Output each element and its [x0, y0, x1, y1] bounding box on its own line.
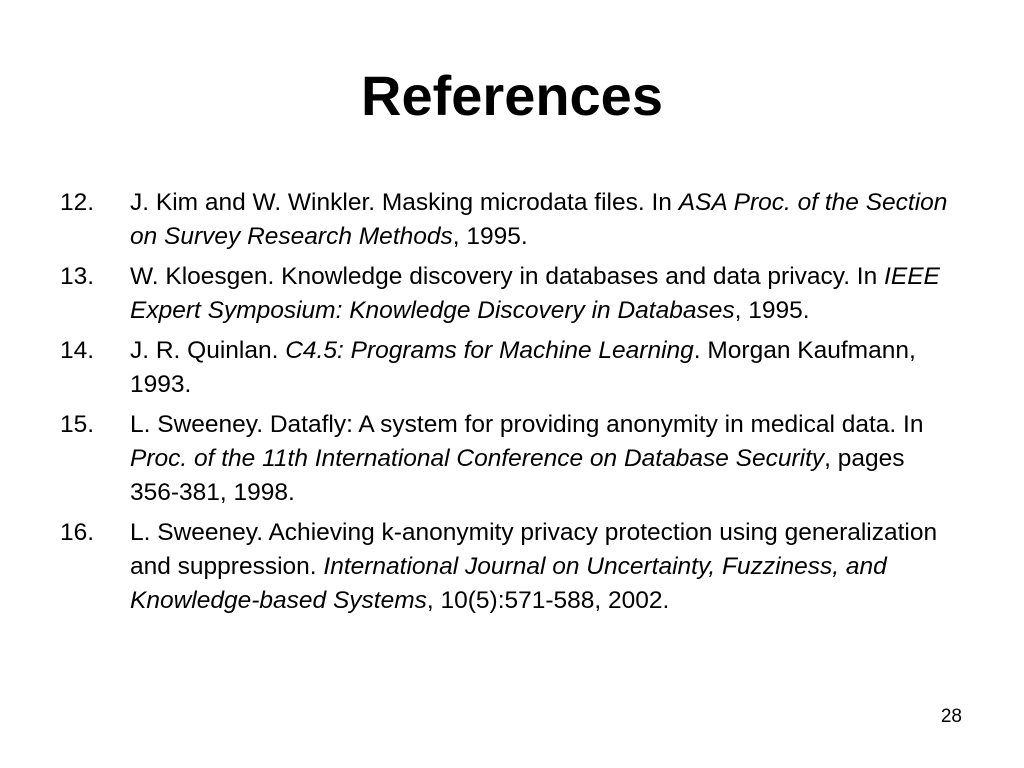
reference-text-tail: , 1995. — [734, 297, 810, 324]
reference-text — [130, 411, 923, 506]
reference-text — [130, 337, 916, 398]
reference-number: 16. — [60, 519, 95, 546]
reference-number: 15. — [60, 411, 95, 438]
reference-number: 12. — [60, 189, 95, 216]
reference-text-tail: , 1995. — [452, 223, 528, 250]
reference-item — [60, 516, 960, 618]
reference-item — [60, 186, 960, 254]
reference-text-tail: , 10(5):571-588, 2002. — [426, 587, 670, 614]
reference-text — [130, 189, 947, 250]
reference-publication: IEEE Expert Symposium: Knowledge Discovery in Databases — [130, 263, 940, 324]
reference-publication: C4.5: Programs for Machine Learning — [285, 337, 694, 364]
reference-text-plain: W. Kloesgen. Knowledge discovery in databases and data privacy. In — [130, 263, 885, 290]
reference-text-plain: L. Sweeney. Datafly: A system for providing anonymity in medical data. In — [130, 411, 924, 438]
reference-text — [130, 263, 940, 324]
reference-publication: Proc. of the 11th International Conference on Database Security — [130, 445, 825, 472]
reference-publication: ASA Proc. of the Section on Survey Research Methods — [130, 189, 948, 250]
reference-text — [130, 519, 937, 614]
reference-text-plain: J. R. Quinlan. — [130, 337, 286, 364]
reference-text-plain: J. Kim and W. Winkler. Masking microdata files. In — [130, 189, 679, 216]
reference-text-tail: , pages 356-381, 1998. — [130, 445, 905, 506]
page-number: 28 — [940, 706, 962, 727]
reference-number: 13. — [60, 263, 95, 290]
reference-item — [60, 260, 960, 328]
reference-list — [60, 186, 960, 624]
reference-text-plain: L. Sweeney. Achieving k-anonymity privacy protection using generalization and suppression. — [130, 519, 938, 580]
reference-item — [60, 334, 960, 402]
reference-item — [60, 408, 960, 510]
slide-title: References — [361, 64, 663, 127]
reference-publication: International Journal on Uncertainty, Fuzziness, and Knowledge-based Systems — [130, 553, 887, 614]
reference-number: 14. — [60, 337, 95, 364]
reference-text-tail: . Morgan Kaufmann, 1993. — [130, 337, 916, 398]
